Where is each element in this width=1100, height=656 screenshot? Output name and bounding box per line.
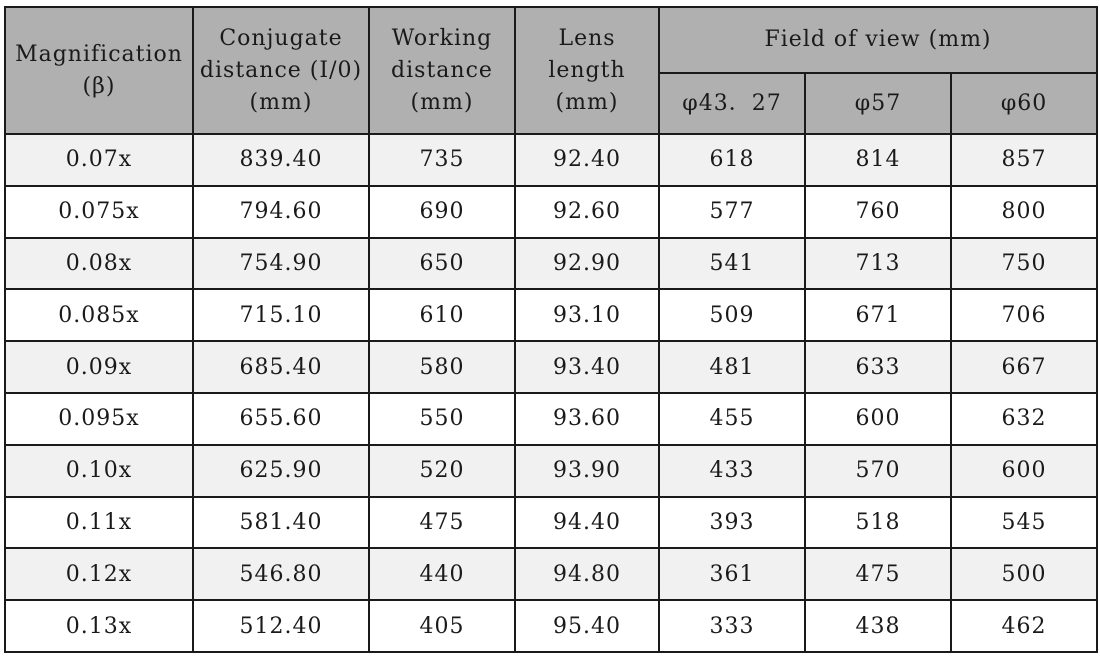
cell-working-distance: 735 [369, 134, 515, 186]
cell-conjugate-distance: 715.10 [193, 289, 369, 341]
cell-fov-2: 570 [805, 445, 951, 497]
table-row [5, 186, 1097, 238]
cell-fov-1: 577 [659, 186, 805, 238]
cell-lens-length: 92.60 [515, 186, 659, 238]
cell-magnification: 0.095x [5, 393, 193, 445]
cell-fov-2: 633 [805, 341, 951, 393]
cell-lens-length: 93.10 [515, 289, 659, 341]
header-lens-line: length [548, 57, 626, 83]
table-row [5, 134, 1097, 186]
cell-fov-3: 706 [951, 289, 1097, 341]
table-row [5, 497, 1097, 549]
cell-conjugate-distance: 546.80 [193, 548, 369, 600]
cell-fov-3: 600 [951, 445, 1097, 497]
cell-fov-3: 545 [951, 497, 1097, 549]
table-row [5, 445, 1097, 497]
header-magnification-line: (β) [82, 73, 116, 99]
cell-fov-3: 667 [951, 341, 1097, 393]
cell-lens-length: 92.90 [515, 238, 659, 290]
cell-conjugate-distance: 581.40 [193, 497, 369, 549]
table-row [5, 238, 1097, 290]
cell-lens-length: 93.40 [515, 341, 659, 393]
header-field-of-view: Field of view (mm) [659, 7, 1097, 73]
table-row [5, 341, 1097, 393]
cell-fov-1: 393 [659, 497, 805, 549]
cell-working-distance: 440 [369, 548, 515, 600]
table-row [5, 600, 1097, 652]
cell-working-distance: 405 [369, 600, 515, 652]
header-working-distance [369, 7, 515, 134]
header-working-line: distance [391, 57, 493, 83]
cell-fov-2: 760 [805, 186, 951, 238]
cell-conjugate-distance: 754.90 [193, 238, 369, 290]
cell-magnification: 0.10x [5, 445, 193, 497]
cell-fov-2: 713 [805, 238, 951, 290]
cell-magnification: 0.12x [5, 548, 193, 600]
cell-fov-3: 632 [951, 393, 1097, 445]
cell-magnification: 0.085x [5, 289, 193, 341]
cell-fov-3: 800 [951, 186, 1097, 238]
cell-lens-length: 93.90 [515, 445, 659, 497]
lens-spec-table [4, 6, 1098, 653]
header-conjugate-distance [193, 7, 369, 134]
header-lens-length [515, 7, 659, 134]
header-lens-line: Lens [558, 25, 616, 51]
cell-working-distance: 580 [369, 341, 515, 393]
cell-working-distance: 475 [369, 497, 515, 549]
table-row [5, 548, 1097, 600]
cell-fov-2: 475 [805, 548, 951, 600]
header-conjugate-line: distance (I/0) [199, 57, 363, 83]
cell-conjugate-distance: 625.90 [193, 445, 369, 497]
cell-lens-length: 94.40 [515, 497, 659, 549]
cell-conjugate-distance: 794.60 [193, 186, 369, 238]
cell-fov-3: 857 [951, 134, 1097, 186]
cell-fov-1: 509 [659, 289, 805, 341]
header-conjugate-line: (mm) [249, 89, 313, 115]
header-fov-col-2: φ57 [805, 73, 951, 134]
cell-fov-1: 481 [659, 341, 805, 393]
cell-conjugate-distance: 512.40 [193, 600, 369, 652]
cell-magnification: 0.13x [5, 600, 193, 652]
header-working-line: Working [391, 25, 493, 51]
table-row [5, 393, 1097, 445]
cell-fov-1: 333 [659, 600, 805, 652]
header-magnification-line: Magnification [15, 41, 183, 67]
header-fov-col-3: φ60 [951, 73, 1097, 134]
cell-lens-length: 94.80 [515, 548, 659, 600]
cell-magnification: 0.11x [5, 497, 193, 549]
cell-fov-2: 518 [805, 497, 951, 549]
cell-magnification: 0.075x [5, 186, 193, 238]
cell-magnification: 0.08x [5, 238, 193, 290]
cell-fov-2: 671 [805, 289, 951, 341]
cell-lens-length: 92.40 [515, 134, 659, 186]
header-magnification [5, 7, 193, 134]
cell-lens-length: 93.60 [515, 393, 659, 445]
cell-conjugate-distance: 655.60 [193, 393, 369, 445]
cell-fov-1: 433 [659, 445, 805, 497]
cell-fov-2: 814 [805, 134, 951, 186]
cell-working-distance: 650 [369, 238, 515, 290]
cell-working-distance: 550 [369, 393, 515, 445]
cell-conjugate-distance: 839.40 [193, 134, 369, 186]
table-body [5, 134, 1097, 652]
header-fov-col-1: φ43．27 [659, 73, 805, 134]
cell-working-distance: 690 [369, 186, 515, 238]
cell-fov-1: 361 [659, 548, 805, 600]
header-lens-line: (mm) [555, 89, 619, 115]
cell-magnification: 0.09x [5, 341, 193, 393]
cell-working-distance: 610 [369, 289, 515, 341]
cell-working-distance: 520 [369, 445, 515, 497]
cell-lens-length: 95.40 [515, 600, 659, 652]
header-working-line: (mm) [410, 89, 474, 115]
table-row [5, 289, 1097, 341]
header-conjugate-line: Conjugate [219, 25, 343, 51]
cell-magnification: 0.07x [5, 134, 193, 186]
cell-fov-1: 541 [659, 238, 805, 290]
cell-fov-1: 618 [659, 134, 805, 186]
cell-fov-3: 462 [951, 600, 1097, 652]
cell-fov-2: 600 [805, 393, 951, 445]
cell-fov-3: 500 [951, 548, 1097, 600]
cell-conjugate-distance: 685.40 [193, 341, 369, 393]
header-row [5, 7, 1097, 73]
cell-fov-1: 455 [659, 393, 805, 445]
cell-fov-2: 438 [805, 600, 951, 652]
cell-fov-3: 750 [951, 238, 1097, 290]
